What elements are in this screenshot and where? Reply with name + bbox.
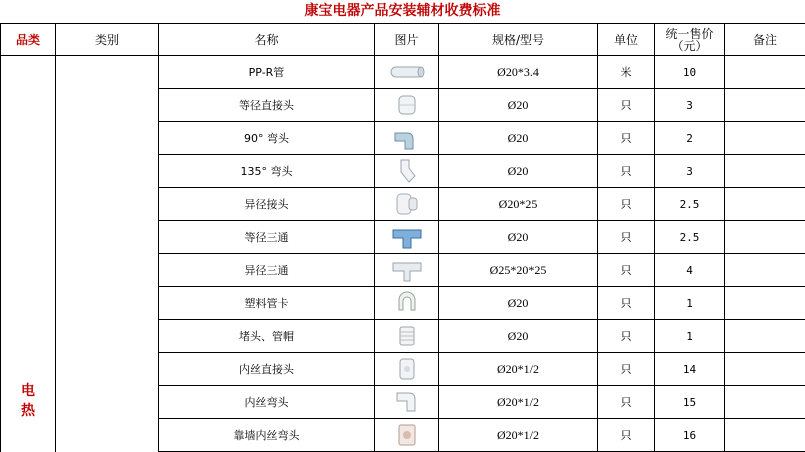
item-remark <box>725 56 805 89</box>
type-cell <box>56 56 159 452</box>
item-spec: Ø20 <box>439 320 598 353</box>
category-cell <box>1 56 56 452</box>
item-spec: Ø25*20*25 <box>439 254 598 287</box>
item-image <box>375 188 439 221</box>
header-price <box>655 24 725 56</box>
item-price: 2.5 <box>655 221 725 254</box>
item-unit: 只 <box>598 419 655 452</box>
item-name: 等径三通 <box>159 221 375 254</box>
item-name: 塑料管卡 <box>159 287 375 320</box>
item-price: 2 <box>655 122 725 155</box>
header-price-line2: （元） <box>671 39 707 53</box>
item-price: 16 <box>655 419 725 452</box>
fee-table <box>0 23 805 452</box>
item-spec: Ø20 <box>439 221 598 254</box>
item-spec: Ø20*1/2 <box>439 419 598 452</box>
header-remark: 备注 <box>725 24 805 56</box>
item-unit: 只 <box>598 320 655 353</box>
item-unit: 只 <box>598 353 655 386</box>
item-image <box>375 89 439 122</box>
item-remark <box>725 419 805 452</box>
item-spec: Ø20 <box>439 155 598 188</box>
item-name: 堵头、管帽 <box>159 320 375 353</box>
item-remark <box>725 254 805 287</box>
item-unit: 只 <box>598 386 655 419</box>
item-price: 4 <box>655 254 725 287</box>
header-price-line1: 统一售价 <box>665 27 713 41</box>
item-unit: 只 <box>598 221 655 254</box>
header-unit: 单位 <box>598 24 655 56</box>
item-name: PP-R管 <box>159 56 375 89</box>
item-unit: 只 <box>598 155 655 188</box>
item-image <box>375 320 439 353</box>
item-price: 1 <box>655 320 725 353</box>
item-spec: Ø20 <box>439 89 598 122</box>
header-spec: 规格/型号 <box>439 24 598 56</box>
category-side-label: 电 热 <box>1 381 55 421</box>
item-name: 内丝弯头 <box>159 386 375 419</box>
item-price: 3 <box>655 155 725 188</box>
item-unit: 只 <box>598 254 655 287</box>
item-image <box>375 155 439 188</box>
item-image <box>375 122 439 155</box>
item-name: 异径接头 <box>159 188 375 221</box>
item-spec: Ø20*25 <box>439 188 598 221</box>
item-name: 等径直接头 <box>159 89 375 122</box>
item-image <box>375 419 439 452</box>
item-spec: Ø20*1/2 <box>439 353 598 386</box>
item-price: 15 <box>655 386 725 419</box>
item-spec: Ø20*1/2 <box>439 386 598 419</box>
item-name: 异径三通 <box>159 254 375 287</box>
item-image <box>375 221 439 254</box>
female-coupling-icon <box>389 362 425 375</box>
item-unit: 只 <box>598 287 655 320</box>
item-unit: 只 <box>598 89 655 122</box>
pipe-icon <box>389 65 425 78</box>
item-price: 14 <box>655 353 725 386</box>
item-remark <box>725 155 805 188</box>
header-image: 图片 <box>375 24 439 56</box>
item-remark <box>725 89 805 122</box>
item-remark <box>725 287 805 320</box>
header-row <box>1 24 805 56</box>
item-remark <box>725 386 805 419</box>
wall-female-elbow-icon <box>389 428 425 441</box>
item-name: 90° 弯头 <box>159 122 375 155</box>
item-remark <box>725 320 805 353</box>
item-name: 135° 弯头 <box>159 155 375 188</box>
pipe-clip-icon <box>389 296 425 309</box>
table-row <box>1 56 805 89</box>
item-spec: Ø20*3.4 <box>439 56 598 89</box>
item-image <box>375 56 439 89</box>
item-price: 1 <box>655 287 725 320</box>
item-image <box>375 353 439 386</box>
end-cap-icon <box>389 329 425 342</box>
item-image <box>375 254 439 287</box>
reducing-tee-icon <box>389 263 425 276</box>
item-price: 3 <box>655 89 725 122</box>
item-spec: Ø20 <box>439 287 598 320</box>
item-image <box>375 287 439 320</box>
header-name: 名称 <box>159 24 375 56</box>
elbow-90-icon <box>389 131 425 144</box>
item-price: 2.5 <box>655 188 725 221</box>
item-remark <box>725 188 805 221</box>
header-type: 类别 <box>56 24 159 56</box>
item-unit: 只 <box>598 122 655 155</box>
item-name: 内丝直接头 <box>159 353 375 386</box>
item-price: 10 <box>655 56 725 89</box>
item-unit: 米 <box>598 56 655 89</box>
item-remark <box>725 353 805 386</box>
item-image <box>375 386 439 419</box>
item-remark <box>725 122 805 155</box>
header-category: 品类 <box>1 24 56 56</box>
reducer-icon <box>389 197 425 210</box>
item-spec: Ø20 <box>439 122 598 155</box>
item-remark <box>725 221 805 254</box>
item-unit: 只 <box>598 188 655 221</box>
coupling-icon <box>389 98 425 111</box>
item-name: 靠墙内丝弯头 <box>159 419 375 452</box>
table-title: 康宝电器产品安装辅材收费标准 <box>0 0 805 23</box>
elbow-135-icon <box>389 164 425 177</box>
female-elbow-icon <box>389 395 425 408</box>
tee-icon <box>389 230 425 243</box>
